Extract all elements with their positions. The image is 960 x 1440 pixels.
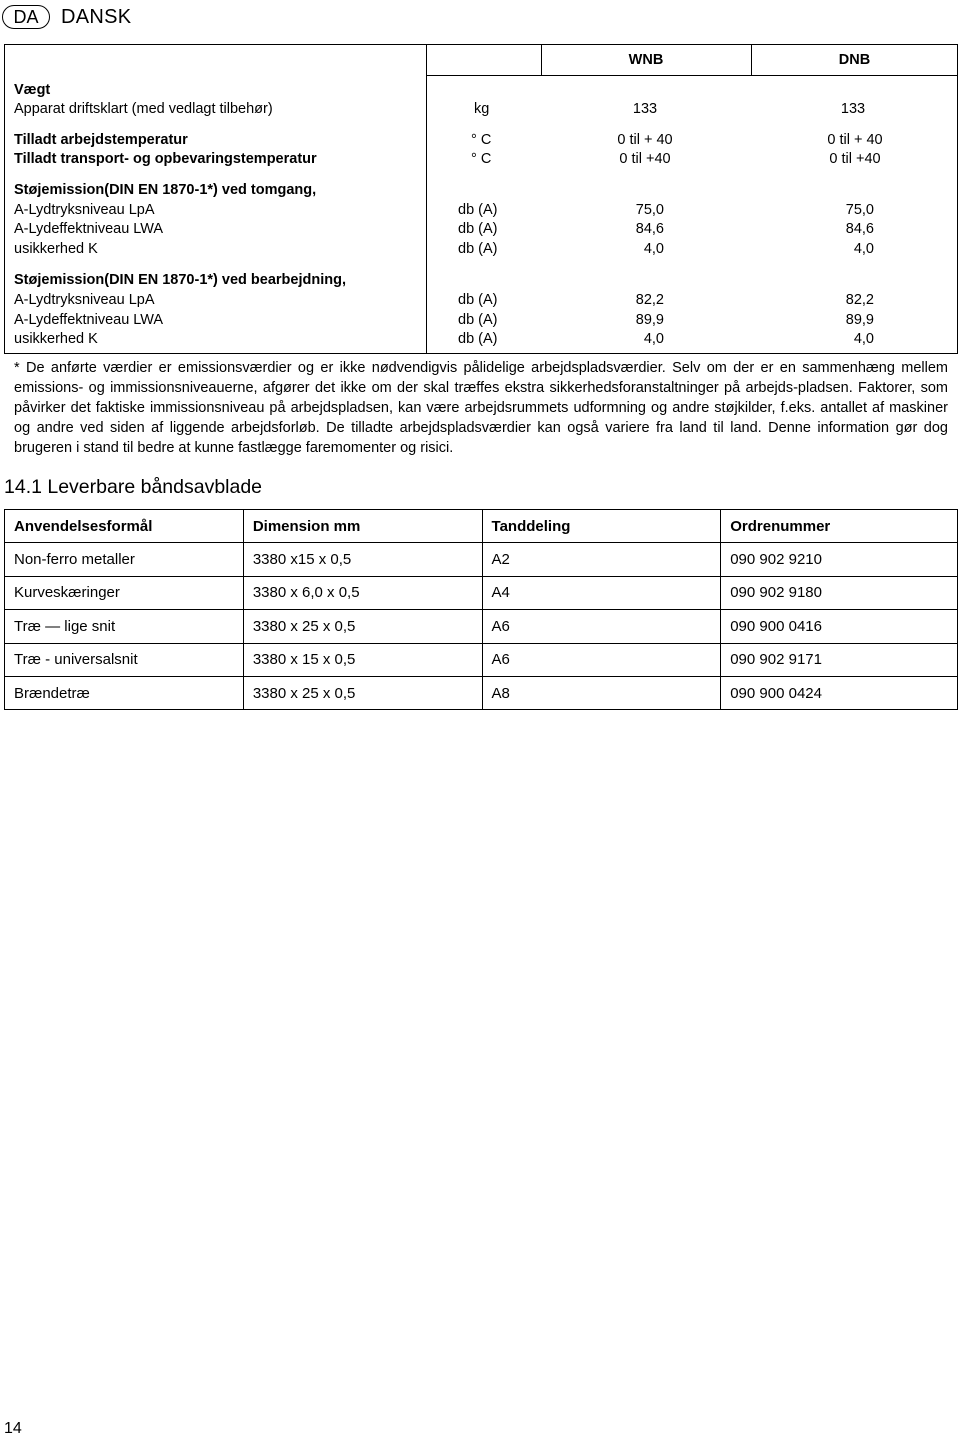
language-badge: DA (2, 5, 50, 29)
specification-table (4, 44, 958, 354)
blades-table (4, 509, 958, 710)
table-cell: 090 902 9171 (721, 643, 958, 676)
weight-label: Apparat driftsklart (med vedlagt tilbehør) (14, 101, 273, 117)
table-row (5, 676, 958, 709)
table-row (5, 543, 958, 576)
temp-label: Tilladt transport- og opbevaringstemperatur (14, 151, 317, 167)
table-cell: 090 900 0416 (721, 610, 958, 643)
noise-label: A-Lydeffektniveau LWA (14, 221, 164, 237)
weight-title: Vægt (14, 82, 51, 98)
noise-label: usikkerhed K (14, 241, 98, 257)
weight-wnb: 133 (632, 101, 658, 117)
temp-dnb: 0 til + 40 (827, 132, 883, 148)
noise-unit: db (A) (458, 331, 498, 347)
column-header-wnb: WNB (628, 52, 664, 68)
table-header-row (5, 510, 958, 543)
table-cell: Kurveskæringer (5, 576, 244, 609)
column-header-dnb: DNB (838, 52, 871, 68)
noise-wnb: 4,0 (643, 241, 664, 257)
noise-idle-title: Støjemission(DIN EN 1870-1*) ved tomgang, (14, 182, 317, 198)
noise-work-title: Støjemission(DIN EN 1870-1*) ved bearbejdning, (14, 272, 346, 288)
table-cell: A6 (482, 643, 721, 676)
table-cell: 090 902 9210 (721, 543, 958, 576)
temp-unit: ° C (471, 151, 492, 167)
table-cell: A4 (482, 576, 721, 609)
language-title: DANSK (61, 5, 132, 28)
temp-unit: ° C (471, 132, 492, 148)
table-cell: Træ — lige snit (5, 610, 244, 643)
temp-dnb: 0 til +40 (829, 151, 881, 167)
table-divider (426, 45, 427, 353)
table-cell: 3380 x 6,0 x 0,5 (243, 576, 482, 609)
noise-dnb: 4,0 (853, 241, 874, 257)
table-cell: 090 902 9180 (721, 576, 958, 609)
table-cell: 3380 x 25 x 0,5 (243, 610, 482, 643)
temp-wnb: 0 til +40 (619, 151, 671, 167)
table-cell: 3380 x15 x 0,5 (243, 543, 482, 576)
noise-unit: db (A) (458, 312, 498, 328)
noise-dnb: 84,6 (845, 221, 874, 237)
column-header: Anvendelsesformål (5, 510, 244, 543)
table-divider (426, 75, 958, 76)
table-cell: 3380 x 25 x 0,5 (243, 676, 482, 709)
table-cell: Træ - universalsnit (5, 643, 244, 676)
noise-dnb: 89,9 (845, 312, 874, 328)
noise-dnb: 75,0 (845, 202, 874, 218)
noise-unit: db (A) (458, 221, 498, 237)
noise-unit: db (A) (458, 292, 498, 308)
noise-label: A-Lydeffektniveau LWA (14, 312, 164, 328)
table-row (5, 576, 958, 609)
noise-wnb: 84,6 (635, 221, 664, 237)
table-row (5, 610, 958, 643)
table-row (5, 643, 958, 676)
table-cell: A8 (482, 676, 721, 709)
noise-label: A-Lydtryksniveau LpA (14, 202, 155, 218)
weight-dnb: 133 (840, 101, 866, 117)
noise-wnb: 82,2 (635, 292, 664, 308)
table-cell: A2 (482, 543, 721, 576)
page-header (2, 4, 131, 30)
table-cell: 090 900 0424 (721, 676, 958, 709)
noise-unit: db (A) (458, 202, 498, 218)
page-number: 14 (4, 1420, 22, 1437)
weight-unit: kg (474, 101, 490, 117)
table-cell: A6 (482, 610, 721, 643)
noise-wnb: 4,0 (643, 331, 664, 347)
column-header: Ordrenummer (721, 510, 958, 543)
noise-label: usikkerhed K (14, 331, 98, 347)
table-cell: Non-ferro metaller (5, 543, 244, 576)
noise-wnb: 75,0 (635, 202, 664, 218)
noise-label: A-Lydtryksniveau LpA (14, 292, 155, 308)
noise-dnb: 82,2 (845, 292, 874, 308)
column-header: Tanddeling (482, 510, 721, 543)
emission-footnote: * De anførte værdier er emissionsværdier og er ikke nødvendigvis pålidelige arbejdspladsværdier. Selv om der er en sammenhæng mellem emissions- og immissionsniveauerne, afgører det ikke om der skal træffes ekstra sikkerhedsforanstaltninger på arbejds-pladsen. Faktorer, som påvirker det faktiske immissionsniveau på arbejdspladsen, kan være arbejdsrummets udformning og andre støjkilder, f.eks. antallet af maskiner og andre ved siden af liggende arbejdsforløb. De tilladte arbejdspladsværdier kan også variere fra land til land. Denne information gør dog brugeren i stand til bedre at kunne fastlægge faremomenter og risici. (14, 360, 948, 456)
section-title: 14.1 Leverbare båndsavblade (4, 476, 263, 498)
table-cell: Brændetræ (5, 676, 244, 709)
noise-unit: db (A) (458, 241, 498, 257)
temp-label: Tilladt arbejdstemperatur (14, 132, 188, 148)
table-cell: 3380 x 15 x 0,5 (243, 643, 482, 676)
noise-dnb: 4,0 (853, 331, 874, 347)
temp-wnb: 0 til + 40 (617, 132, 673, 148)
noise-wnb: 89,9 (635, 312, 664, 328)
column-header: Dimension mm (243, 510, 482, 543)
